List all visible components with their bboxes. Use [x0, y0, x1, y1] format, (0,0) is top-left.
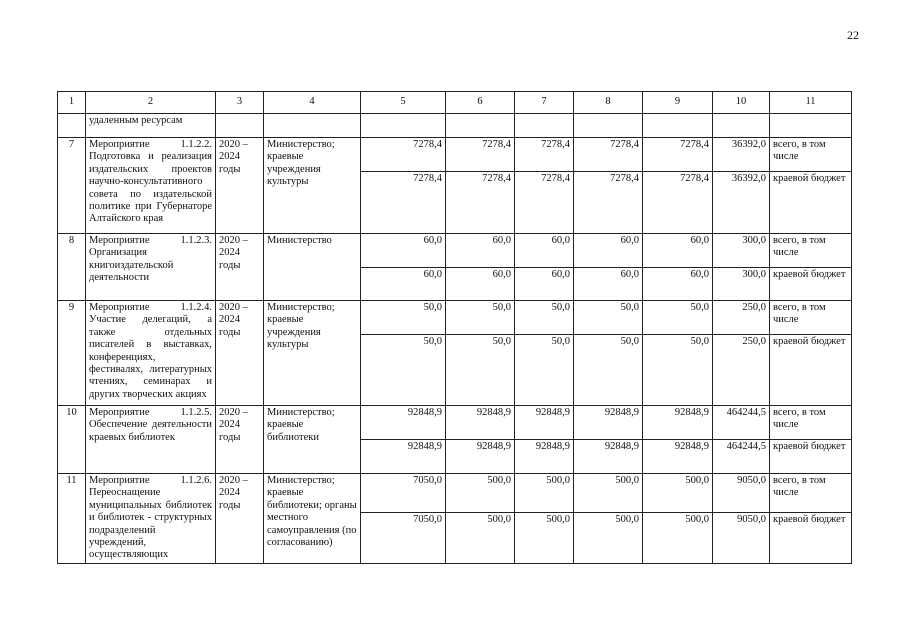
value-cell: 60,0: [446, 268, 515, 301]
total-cell: 300,0: [713, 234, 770, 268]
executor: Министерство; краевые библиотеки: [264, 406, 361, 474]
row-index: 10: [58, 406, 86, 474]
funding-source: всего, в том числе: [770, 234, 852, 268]
value-cell: 60,0: [361, 268, 446, 301]
value-cell: 60,0: [574, 234, 643, 268]
header-cell: 11: [770, 92, 852, 114]
value-cell: 50,0: [574, 335, 643, 406]
value-cell: 92848,9: [361, 406, 446, 440]
value-cell: 50,0: [361, 335, 446, 406]
value-cell: 60,0: [574, 268, 643, 301]
value-cell: 92848,9: [446, 406, 515, 440]
activity-description: Мероприятие 1.1.2.2. Подготовка и реализация издательских проектов научно-консультативного совета по издательской политике при Губернаторе Алтайского края: [86, 138, 216, 234]
header-cell: 2: [86, 92, 216, 114]
value-cell: 60,0: [446, 234, 515, 268]
value-cell: 60,0: [515, 268, 574, 301]
value-cell: 50,0: [643, 335, 713, 406]
value-cell: 500,0: [446, 512, 515, 563]
total-cell: 464244,5: [713, 440, 770, 474]
table-row: [58, 234, 852, 268]
executor: Министерство; краевые библиотеки; органы местного самоуправления (по согласованию): [264, 474, 361, 564]
total-cell: 250,0: [713, 335, 770, 406]
continuation-text: удаленным ресурсам: [86, 114, 216, 138]
funding-source: всего, в том числе: [770, 474, 852, 513]
value-cell: 7278,4: [643, 172, 713, 234]
total-cell: 9050,0: [713, 474, 770, 513]
value-cell: 60,0: [643, 234, 713, 268]
value-cell: 50,0: [515, 301, 574, 335]
executor: Министерство; краевые учреждения культуры: [264, 138, 361, 234]
value-cell: 92848,9: [515, 440, 574, 474]
total-cell: 250,0: [713, 301, 770, 335]
continuation-row: [58, 114, 852, 138]
table-row: [58, 474, 852, 513]
total-cell: 36392,0: [713, 138, 770, 172]
value-cell: 60,0: [515, 234, 574, 268]
executor: Министерство; краевые учреждения культуры: [264, 301, 361, 406]
total-cell: 9050,0: [713, 512, 770, 563]
total-cell: 300,0: [713, 268, 770, 301]
value-cell: 60,0: [361, 234, 446, 268]
value-cell: 50,0: [361, 301, 446, 335]
page-number: 22: [847, 28, 859, 42]
row-index: 11: [58, 474, 86, 564]
value-cell: 60,0: [643, 268, 713, 301]
header-cell: 4: [264, 92, 361, 114]
value-cell: 7278,4: [446, 138, 515, 172]
header-cell: 10: [713, 92, 770, 114]
value-cell: 7278,4: [361, 172, 446, 234]
value-cell: 7278,4: [515, 172, 574, 234]
value-cell: 50,0: [515, 335, 574, 406]
period: 2020 – 2024 годы: [216, 234, 264, 301]
value-cell: 92848,9: [361, 440, 446, 474]
header-cell: 8: [574, 92, 643, 114]
funding-source: краевой бюджет: [770, 172, 852, 234]
header-cell: 5: [361, 92, 446, 114]
value-cell: 7278,4: [361, 138, 446, 172]
value-cell: 500,0: [574, 512, 643, 563]
activity-description: Мероприятие 1.1.2.3. Организация книгоиздательской деятельности: [86, 234, 216, 301]
total-cell: 36392,0: [713, 172, 770, 234]
header-cell: 7: [515, 92, 574, 114]
value-cell: 92848,9: [574, 440, 643, 474]
funding-source: краевой бюджет: [770, 268, 852, 301]
funding-source: всего, в том числе: [770, 138, 852, 172]
value-cell: 92848,9: [643, 406, 713, 440]
funding-source: всего, в том числе: [770, 301, 852, 335]
header-cell: 1: [58, 92, 86, 114]
row-index: 8: [58, 234, 86, 301]
table-row: [58, 406, 852, 440]
funding-source: краевой бюджет: [770, 440, 852, 474]
header-cell: 6: [446, 92, 515, 114]
value-cell: 500,0: [446, 474, 515, 513]
value-cell: 50,0: [643, 301, 713, 335]
value-cell: 50,0: [446, 301, 515, 335]
header-cell: 9: [643, 92, 713, 114]
funding-source: всего, в том числе: [770, 406, 852, 440]
row-index: 7: [58, 138, 86, 234]
value-cell: 500,0: [643, 512, 713, 563]
period: 2020 – 2024 годы: [216, 406, 264, 474]
row-index: 9: [58, 301, 86, 406]
executor: Министерство: [264, 234, 361, 301]
value-cell: 7050,0: [361, 512, 446, 563]
total-cell: 464244,5: [713, 406, 770, 440]
header-row: [58, 92, 852, 114]
value-cell: 92848,9: [515, 406, 574, 440]
value-cell: 7278,4: [515, 138, 574, 172]
value-cell: 50,0: [574, 301, 643, 335]
funding-source: краевой бюджет: [770, 335, 852, 406]
header-cell: 3: [216, 92, 264, 114]
value-cell: 92848,9: [446, 440, 515, 474]
funding-source: краевой бюджет: [770, 512, 852, 563]
activity-description: Мероприятие 1.1.2.6. Переоснащение муниципальных библиотек и библиотек - структурных подразделений учреждений, осуществляющих: [86, 474, 216, 564]
value-cell: 500,0: [515, 512, 574, 563]
period: 2020 – 2024 годы: [216, 301, 264, 406]
period: 2020 – 2024 годы: [216, 138, 264, 234]
value-cell: 500,0: [574, 474, 643, 513]
program-activities-table: [57, 91, 852, 564]
value-cell: 7278,4: [446, 172, 515, 234]
value-cell: 50,0: [446, 335, 515, 406]
value-cell: 500,0: [515, 474, 574, 513]
table-row: [58, 301, 852, 335]
value-cell: 7050,0: [361, 474, 446, 513]
table-row: [58, 138, 852, 172]
period: 2020 – 2024 годы: [216, 474, 264, 564]
value-cell: 92848,9: [643, 440, 713, 474]
value-cell: 7278,4: [574, 172, 643, 234]
value-cell: 500,0: [643, 474, 713, 513]
value-cell: 7278,4: [643, 138, 713, 172]
activity-description: Мероприятие 1.1.2.4. Участие делегаций, а также отдельных писателей в выставках, конференциях, фестивалях, литературных чтениях, семинарах и других творческих акциях: [86, 301, 216, 406]
value-cell: 7278,4: [574, 138, 643, 172]
value-cell: 92848,9: [574, 406, 643, 440]
activity-description: Мероприятие 1.1.2.5. Обеспечение деятельности краевых библиотек: [86, 406, 216, 474]
